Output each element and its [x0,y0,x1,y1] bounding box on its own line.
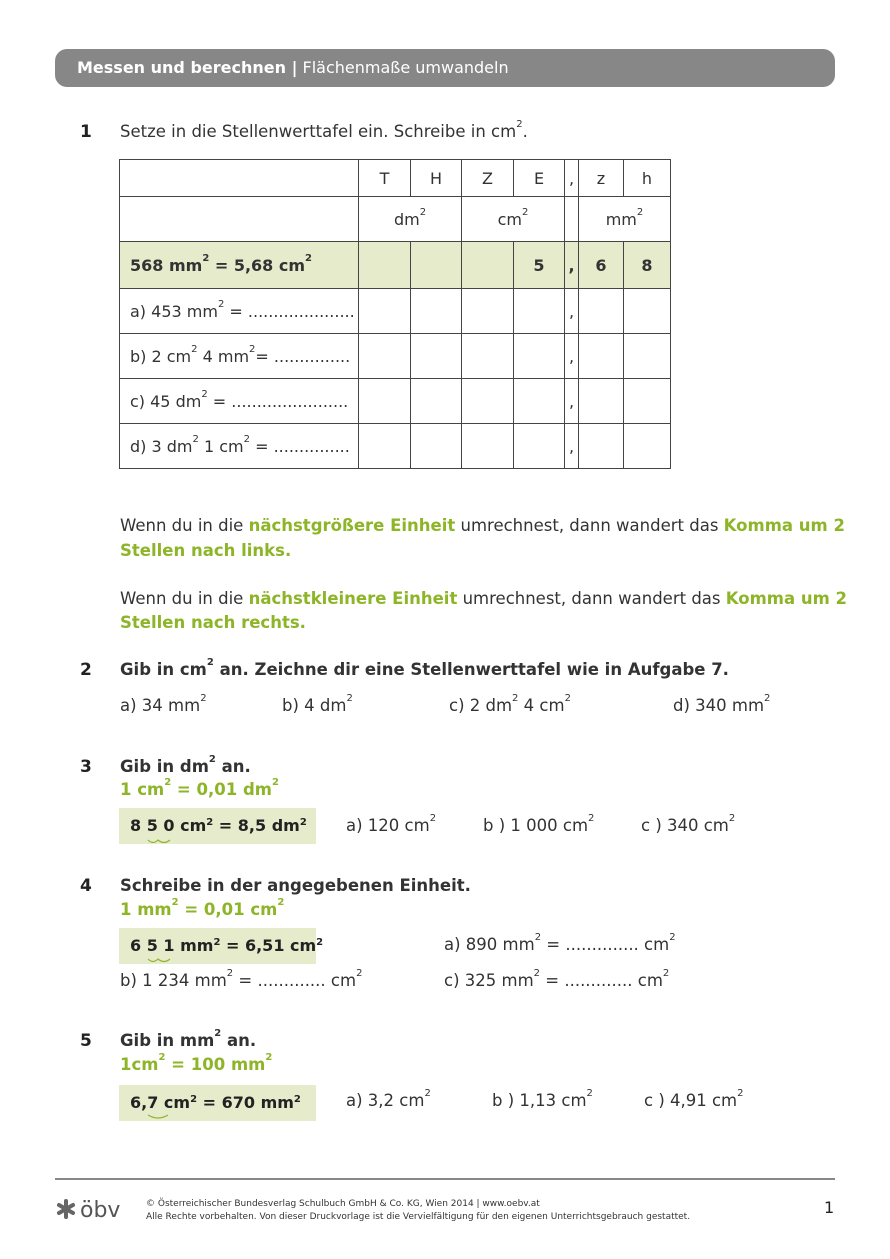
task5-item [346,1088,431,1110]
comma-cell: , [565,334,579,379]
cell [359,242,411,289]
sup: 2 [190,1094,198,1105]
task5-item [492,1088,593,1110]
answer-blank[interactable]: = ....................... [207,391,349,411]
label: b) 2 cm [130,346,192,366]
input-cell[interactable] [411,334,462,379]
task2-item [673,693,771,715]
footer-divider [55,1178,835,1180]
table-corner [120,160,359,197]
comma-cell: , [565,379,579,424]
task-number: 3 [80,757,92,777]
task-text: Gib in mm [120,1031,215,1050]
header-subtopic: Flächenmaße umwandeln [297,58,509,77]
grouping-arc-icon [146,1113,170,1121]
item-text: c ) 4,91 cm [644,1091,738,1110]
unit-dm [359,197,462,242]
sup: 2 [243,433,250,445]
label: a) 453 mm [130,301,218,321]
cell: 8 [624,242,671,289]
sup: 2 [533,968,541,979]
sup: 2 [512,693,519,704]
example-text: 6,7 cm [130,1093,191,1112]
item-text: b ) 1 000 cm [483,816,589,835]
example-text: 8 5 0 cm [130,816,207,835]
cell: , [565,242,579,289]
answer-blank[interactable]: = ............. cm [233,971,357,990]
rule-highlight: Stellen nach rechts. [120,613,306,632]
task5-item [644,1088,744,1110]
sup: 2 [271,777,279,788]
cell [462,242,514,289]
rule-highlight: Komma um 2 [725,589,848,608]
sup: 2 [202,252,210,264]
row-label [120,379,359,424]
unit-text: cm [497,209,522,229]
head-h: h [624,160,671,197]
logo-text: öbv [80,1198,121,1223]
unit-text: dm [393,209,420,229]
sup: 2 [764,693,771,704]
sup: 2 [277,897,285,908]
sup: 2 [346,693,353,704]
head-T: T [359,160,411,197]
rule-text: Wenn du in die [120,516,249,535]
input-cell[interactable] [514,379,565,424]
item-text: c) 2 dm [449,696,513,715]
unit-text: mm [605,209,637,229]
rule-highlight: Stellen nach links. [120,541,292,560]
item-text: d) 340 mm [673,696,765,715]
cell: 5 [514,242,565,289]
task3-item [641,813,736,835]
sup: 2 [299,817,307,828]
sup: 2 [208,754,216,765]
input-cell[interactable] [462,424,514,469]
sup: 2 [200,693,207,704]
rule-text: = 0,01 cm [178,900,278,919]
table-row [120,334,671,379]
input-cell[interactable] [514,289,565,334]
row-label [120,289,359,334]
example-a: 568 mm [130,255,203,275]
rule-larger-unit [120,516,845,535]
sup: 2 [564,693,571,704]
input-cell[interactable] [462,379,514,424]
task2-item [120,693,207,715]
head-H: H [411,160,462,197]
label: c) 45 dm [130,391,202,411]
task-number: 1 [80,122,92,142]
publisher-logo [55,1198,120,1223]
sup: 2 [669,932,676,943]
input-cell[interactable] [411,379,462,424]
example-text: = 8,5 dm [213,816,300,835]
input-cell[interactable] [624,379,671,424]
task2-item [282,693,353,715]
sup: 2 [424,1088,431,1099]
copyright-line: © Österreichischer Bundesverlag Schulbuch GmbH & Co. KG, Wien 2014 | www.oebv.at [146,1199,540,1209]
task-number: 2 [80,660,92,680]
item-text: a) 890 mm [444,935,535,954]
task5-rule [120,1052,273,1074]
example-text: 6 5 1 mm [130,936,214,955]
rule-text: umrechnest, dann wandert das [455,516,724,535]
task4-instruction: Schreibe in der angegebenen Einheit. [120,876,471,895]
sup: 2 [356,968,363,979]
sup: 2 [516,119,523,130]
unit-cm [462,197,565,242]
input-cell[interactable] [462,334,514,379]
task3-rule [120,777,279,799]
sup: 2 [305,252,312,264]
row-label [120,424,359,469]
place-value-table [119,159,671,469]
unit-comma-gap [565,197,579,242]
table-row [120,424,671,469]
rule-highlight: Komma um 2 [723,516,845,535]
sup: 2 [201,388,208,400]
sup: 2 [636,206,644,218]
rule-text: Wenn du in die [120,589,249,608]
page-header [55,49,835,87]
rule-highlight: nächstgrößere Einheit [248,516,456,535]
comma-cell: , [565,424,579,469]
item-text: a) 3,2 cm [346,1091,425,1110]
copyright-text [146,1198,690,1224]
rule-text: 1cm [120,1055,159,1074]
cell: 6 [579,242,624,289]
sup: 2 [293,1094,301,1105]
sup: 2 [206,657,214,668]
example-text: = 670 mm [197,1093,294,1112]
sup: 2 [191,343,198,355]
task-text: Gib in cm [120,660,207,679]
input-cell[interactable] [579,289,624,334]
answer-blank[interactable]: = ............... [249,436,350,456]
sup: 2 [158,1052,166,1063]
task4-item [120,968,363,990]
rule-highlight: nächstkleinere Einheit [248,589,458,608]
item-text: c ) 340 cm [641,816,729,835]
sup: 2 [586,1088,593,1099]
sup: 2 [662,968,670,979]
task3-item [346,813,437,835]
item-text: b ) 1,13 cm [492,1091,587,1110]
table-row [120,289,671,334]
label-mid: 4 mm [197,346,250,366]
input-cell[interactable] [579,424,624,469]
sup: 2 [226,968,234,979]
head-z: z [579,160,624,197]
sup: 2 [316,937,324,948]
sup: 2 [214,1028,222,1039]
asterisk-icon [55,1198,77,1220]
header-topic: Messen und berechnen | [77,58,298,77]
sup: 2 [419,206,427,218]
task4-item [444,932,676,954]
page-number: 1 [824,1198,835,1217]
sup: 2 [192,433,199,445]
input-cell[interactable] [359,424,411,469]
sup: 2 [164,777,172,788]
rule-text: umrechnest, dann wandert das [457,589,726,608]
item-text: b) 1 234 mm [120,971,227,990]
input-cell[interactable] [411,424,462,469]
table-row [120,379,671,424]
task-number: 4 [80,876,92,896]
input-cell[interactable] [624,334,671,379]
rule-text: 1 mm [120,900,172,919]
sup: 2 [213,937,221,948]
head-comma: , [565,160,579,197]
item-text: 4 cm [518,696,565,715]
head-E: E [514,160,565,197]
task-text: an. [221,1031,257,1050]
item-text: a) 120 cm [346,816,430,835]
input-cell[interactable] [579,379,624,424]
input-cell[interactable] [462,289,514,334]
rule-text: = 100 mm [165,1055,266,1074]
sup: 2 [737,1088,744,1099]
item-text: b) 4 dm [282,696,347,715]
task2-instruction [120,657,729,679]
example-label [120,242,359,289]
task4-item [444,968,670,990]
input-cell[interactable] [359,379,411,424]
task4-rule [120,897,285,919]
task3-instruction [120,754,251,776]
input-cell[interactable] [624,289,671,334]
input-cell[interactable] [514,424,565,469]
answer-blank[interactable]: = .............. cm [541,935,670,954]
task-text: Gib in dm [120,757,209,776]
item-text: a) 34 mm [120,696,201,715]
sup: 2 [588,813,595,824]
task1-instruction [120,119,528,141]
sup: 2 [217,298,225,310]
unit-mm [579,197,671,242]
sup: 2 [206,817,214,828]
units-label-cell [120,197,359,242]
sup: 2 [249,343,256,355]
copyright-line: Alle Rechte vorbehalten. Von dieser Druckvorlage ist die Vervielfältigung für den eigenen Unterrichtsgebrauch gestattet. [146,1212,691,1222]
task-text: an. [215,757,251,776]
example-text: = 6,51 cm [220,936,317,955]
input-cell[interactable] [411,289,462,334]
sup: 2 [728,813,736,824]
answer-blank[interactable]: = ............. cm [540,971,663,990]
rule-smaller-unit [120,589,847,608]
answer-blank[interactable]: = ..................... [224,301,355,321]
comma-cell: , [565,289,579,334]
input-cell[interactable] [359,289,411,334]
label: d) 3 dm [130,436,193,456]
row-label [120,334,359,379]
task1-end: . [522,122,528,141]
task2-item [449,693,571,715]
task-text: an. Zeichne dir eine Stellenwerttafel wie in Aufgabe 7. [213,660,729,679]
task1-text: Setze in die Stellenwerttafel ein. Schreibe in cm [120,122,517,141]
example-b: = 5,68 cm [209,255,306,275]
grouping-arc-icon [146,838,172,846]
sup: 2 [171,897,179,908]
task3-item [483,813,595,835]
input-cell[interactable] [514,334,565,379]
sup: 2 [265,1052,273,1063]
item-text: c) 325 mm [444,971,534,990]
cell [411,242,462,289]
input-cell[interactable] [624,424,671,469]
answer-blank[interactable]: = ............... [255,346,351,366]
sup: 2 [534,932,542,943]
grouping-arc-icon [146,957,172,965]
sup: 2 [522,206,529,218]
input-cell[interactable] [579,334,624,379]
sup: 2 [429,813,437,824]
label-mid: 1 cm [198,436,244,456]
rule-text: 1 cm [120,780,165,799]
input-cell[interactable] [359,334,411,379]
head-Z: Z [462,160,514,197]
task5-instruction [120,1028,257,1050]
rule-text: = 0,01 dm [171,780,272,799]
task-number: 5 [80,1031,92,1051]
example-row [120,242,671,289]
